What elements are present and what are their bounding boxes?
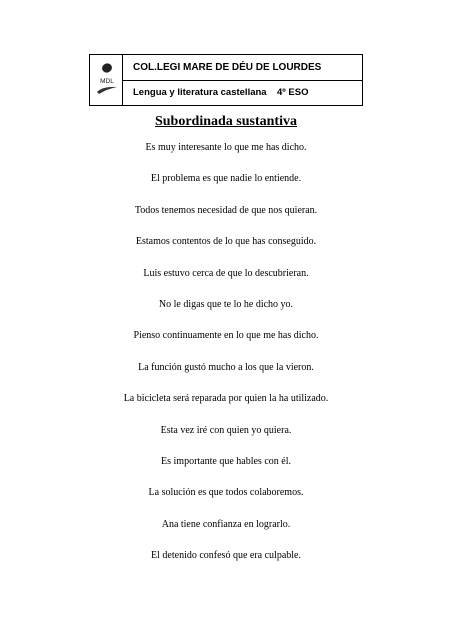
sentence-item: Pienso continuamente en lo que me has dicho. — [133, 330, 319, 342]
logo-icon — [93, 59, 121, 101]
sentence-item: Ana tiene confianza en lograrlo. — [161, 518, 291, 530]
sentence-item: Es muy interesante lo que me has dicho. — [145, 142, 307, 153]
subject-row — [123, 81, 362, 105]
sentence-item: El problema es que nadie lo entiende. — [150, 173, 302, 185]
subject-name: Lengua y literatura castellana — [133, 87, 267, 98]
sentence-item: La función gustó mucho a los que la vieron. — [138, 361, 314, 373]
sentence-item: El detenido confesó que era culpable. — [151, 550, 301, 562]
sentence-item: La bicicleta será reparada por quien la ha utilizado. — [123, 393, 329, 405]
header-table — [89, 54, 363, 106]
sentence-item: No le digas que te lo he dicho yo. — [158, 298, 294, 310]
sentence-item: Estamos contentos de lo que has conseguido. — [135, 236, 317, 248]
logo-text: MDL — [100, 78, 114, 85]
sentence-item: La solución es que todos colaboremos. — [148, 487, 304, 499]
sentence-item: Esta vez iré con quien yo quiera. — [160, 424, 292, 436]
sentence-item: Es importante que hables con él. — [161, 455, 291, 467]
school-name: COL.LEGI MARE DE DÉU DE LOURDES — [123, 55, 362, 81]
page-title: Subordinada sustantiva — [154, 114, 297, 129]
school-logo — [90, 55, 123, 105]
sentence-list — [0, 139, 452, 578]
sentence-item: Todos tenemos necesidad de que nos quieran. — [134, 204, 318, 216]
grade-label: 4º ESO — [277, 87, 309, 98]
sentence-item: Luis estuvo cerca de que lo descubrieran. — [143, 267, 309, 279]
